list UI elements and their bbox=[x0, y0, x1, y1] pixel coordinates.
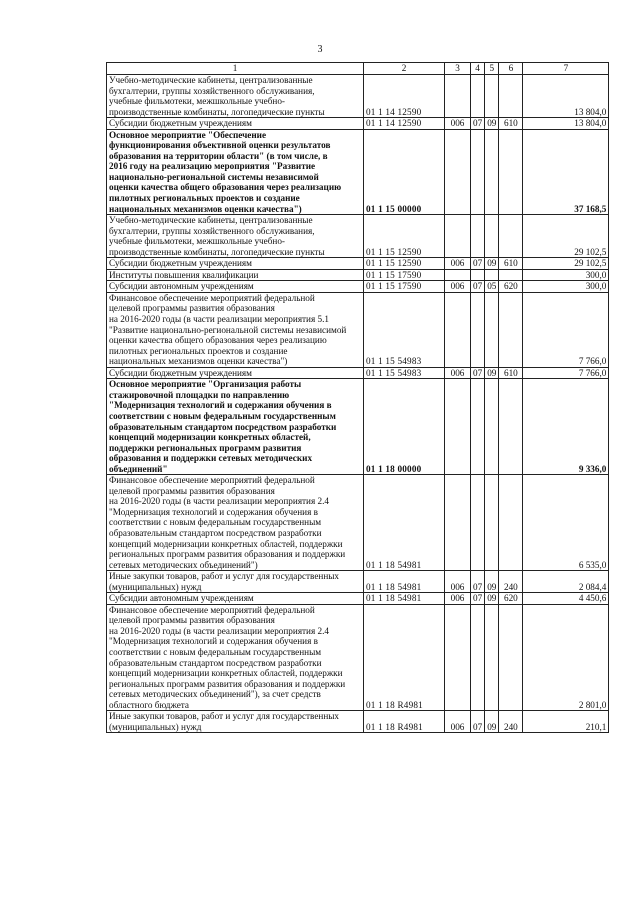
ministry-code bbox=[445, 475, 471, 571]
header-col-3: 3 bbox=[445, 63, 471, 75]
table-row bbox=[107, 258, 609, 270]
table-row bbox=[107, 379, 609, 475]
table-header-row bbox=[107, 63, 609, 75]
row-name: Институты повышения квалификации bbox=[107, 269, 364, 281]
subsection-code bbox=[485, 269, 499, 281]
section-code: 07 bbox=[471, 593, 485, 605]
section-code: 07 bbox=[471, 118, 485, 130]
table-row bbox=[107, 129, 609, 214]
amount-value: 7 766,0 bbox=[523, 367, 609, 379]
row-name: Иные закупки товаров, работ и услуг для государственных (муниципальных) нужд bbox=[107, 571, 364, 593]
row-name: Субсидии бюджетным учреждениям bbox=[107, 118, 364, 130]
subsection-code: 09 bbox=[485, 258, 499, 270]
section-code bbox=[471, 379, 485, 475]
target-article-code: 01 1 15 17590 bbox=[364, 281, 445, 293]
expense-type-code: 610 bbox=[499, 258, 523, 270]
table-row bbox=[107, 215, 609, 258]
expense-type-code: 240 bbox=[499, 571, 523, 593]
subsection-code: 05 bbox=[485, 281, 499, 293]
expense-type-code bbox=[499, 129, 523, 214]
expense-type-code bbox=[499, 292, 523, 367]
subsection-code: 09 bbox=[485, 118, 499, 130]
header-col-5: 5 bbox=[485, 63, 499, 75]
row-name: Финансовое обеспечение мероприятий федеральной целевой программы развития образования на 2016-2020 годы (в части реализации мероприятия 2.4 "Модернизация технологий и содержания обучения в соответствии с новым федеральным государственным образовательным стандартом посредством разработки концепций модернизации конкретных областей, поддержки региональных программ развития образования и поддержки сетевых методических объединений") bbox=[107, 475, 364, 571]
ministry-code: 006 bbox=[445, 593, 471, 605]
header-col-7: 7 bbox=[523, 63, 609, 75]
table-row bbox=[107, 75, 609, 118]
amount-value: 13 804,0 bbox=[523, 118, 609, 130]
section-code: 07 bbox=[471, 367, 485, 379]
amount-value: 9 336,0 bbox=[523, 379, 609, 475]
expense-type-code bbox=[499, 475, 523, 571]
target-article-code: 01 1 18 R4981 bbox=[364, 711, 445, 733]
row-name: Основное мероприятие "Обеспечение функционирования объективной оценки результатов образования на территории области" (в том числе, в 2016 году на реализацию мероприятия "Развитие национально-региональной системы независимой оценки качества общего образования через реализацию пилотных региональных проектов и создание национальных механизмов оценки качества") bbox=[107, 129, 364, 214]
table-row bbox=[107, 475, 609, 571]
row-name: Субсидии автономным учреждениям bbox=[107, 593, 364, 605]
header-col-1: 1 bbox=[107, 63, 364, 75]
expense-type-code: 620 bbox=[499, 281, 523, 293]
table-row bbox=[107, 281, 609, 293]
target-article-code: 01 1 18 00000 bbox=[364, 379, 445, 475]
table-row bbox=[107, 367, 609, 379]
section-code: 07 bbox=[471, 571, 485, 593]
ministry-code: 006 bbox=[445, 571, 471, 593]
subsection-code bbox=[485, 75, 499, 118]
amount-value: 300,0 bbox=[523, 281, 609, 293]
ministry-code: 006 bbox=[445, 711, 471, 733]
header-col-4: 4 bbox=[471, 63, 485, 75]
target-article-code: 01 1 15 17590 bbox=[364, 269, 445, 281]
row-name: Основное мероприятие "Организация работы стажировочной площадки по направлению "Модернизация технологий и содержания обучения в соответствии с новым федеральным государственным образовательным стандартом посредством разработки концепций модернизации конкретных областей, поддержки региональных программ развития образования и поддержки сетевых методических объединений" bbox=[107, 379, 364, 475]
ministry-code bbox=[445, 604, 471, 710]
row-name: Финансовое обеспечение мероприятий федеральной целевой программы развития образования на 2016-2020 годы (в части реализации мероприятия 2.4 "Модернизация технологий и содержания обучения в соответствии с новым федеральным государственным образовательным стандартом посредством разработки концепций модернизации конкретных областей, поддержки региональных программ развития образования и поддержки сетевых методических объединений"), за счет средств областного бюджета bbox=[107, 604, 364, 710]
ministry-code: 006 bbox=[445, 367, 471, 379]
amount-value: 300,0 bbox=[523, 269, 609, 281]
ministry-code bbox=[445, 292, 471, 367]
ministry-code bbox=[445, 129, 471, 214]
expense-type-code bbox=[499, 215, 523, 258]
ministry-code: 006 bbox=[445, 258, 471, 270]
header-col-2: 2 bbox=[364, 63, 445, 75]
row-name: Субсидии бюджетным учреждениям bbox=[107, 367, 364, 379]
subsection-code bbox=[485, 604, 499, 710]
section-code: 07 bbox=[471, 711, 485, 733]
table-row bbox=[107, 571, 609, 593]
table-row bbox=[107, 711, 609, 733]
amount-value: 29 102,5 bbox=[523, 258, 609, 270]
subsection-code bbox=[485, 292, 499, 367]
subsection-code bbox=[485, 475, 499, 571]
amount-value: 4 450,6 bbox=[523, 593, 609, 605]
table-row bbox=[107, 269, 609, 281]
target-article-code: 01 1 15 12590 bbox=[364, 258, 445, 270]
expense-type-code: 240 bbox=[499, 711, 523, 733]
row-name: Субсидии бюджетным учреждениям bbox=[107, 258, 364, 270]
expense-type-code: 620 bbox=[499, 593, 523, 605]
row-name: Учебно-методические кабинеты, централизованные бухгалтерии, группы хозяйственного обслуживания, учебные фильмотеки, межшкольные учебно- производственные комбинаты, логопедические пункты bbox=[107, 75, 364, 118]
section-code: 07 bbox=[471, 281, 485, 293]
table-body bbox=[107, 75, 609, 733]
target-article-code: 01 1 18 54981 bbox=[364, 475, 445, 571]
section-code bbox=[471, 292, 485, 367]
subsection-code bbox=[485, 379, 499, 475]
amount-value: 13 804,0 bbox=[523, 75, 609, 118]
expense-type-code bbox=[499, 269, 523, 281]
expense-type-code bbox=[499, 604, 523, 710]
target-article-code: 01 1 14 12590 bbox=[364, 118, 445, 130]
amount-value: 7 766,0 bbox=[523, 292, 609, 367]
target-article-code: 01 1 18 R4981 bbox=[364, 604, 445, 710]
target-article-code: 01 1 14 12590 bbox=[364, 75, 445, 118]
section-code bbox=[471, 604, 485, 710]
header-col-6: 6 bbox=[499, 63, 523, 75]
section-code bbox=[471, 75, 485, 118]
expense-type-code: 610 bbox=[499, 118, 523, 130]
subsection-code: 09 bbox=[485, 367, 499, 379]
subsection-code bbox=[485, 215, 499, 258]
budget-table bbox=[106, 62, 609, 733]
amount-value: 37 168,5 bbox=[523, 129, 609, 214]
section-code bbox=[471, 269, 485, 281]
expense-type-code: 610 bbox=[499, 367, 523, 379]
row-name: Финансовое обеспечение мероприятий федеральной целевой программы развития образования на 2016-2020 годы (в части реализации мероприятия 5.1 "Развитие национально-региональной системы независимой оценки качества общего образования через реализацию пилотных региональных проектов и создание национальных механизмов оценки качества") bbox=[107, 292, 364, 367]
section-code: 07 bbox=[471, 258, 485, 270]
ministry-code bbox=[445, 379, 471, 475]
amount-value: 29 102,5 bbox=[523, 215, 609, 258]
target-article-code: 01 1 15 12590 bbox=[364, 215, 445, 258]
ministry-code bbox=[445, 215, 471, 258]
amount-value: 6 535,0 bbox=[523, 475, 609, 571]
subsection-code: 09 bbox=[485, 593, 499, 605]
ministry-code bbox=[445, 75, 471, 118]
subsection-code bbox=[485, 129, 499, 214]
row-name: Учебно-методические кабинеты, централизованные бухгалтерии, группы хозяйственного обслуживания, учебные фильмотеки, межшкольные учебно- производственные комбинаты, логопедические пункты bbox=[107, 215, 364, 258]
section-code bbox=[471, 129, 485, 214]
section-code bbox=[471, 215, 485, 258]
ministry-code: 006 bbox=[445, 281, 471, 293]
table-row bbox=[107, 292, 609, 367]
table-row bbox=[107, 604, 609, 710]
table-row bbox=[107, 593, 609, 605]
target-article-code: 01 1 15 00000 bbox=[364, 129, 445, 214]
target-article-code: 01 1 15 54983 bbox=[364, 367, 445, 379]
amount-value: 2 801,0 bbox=[523, 604, 609, 710]
page-number: 3 bbox=[317, 44, 323, 55]
target-article-code: 01 1 18 54981 bbox=[364, 593, 445, 605]
ministry-code bbox=[445, 269, 471, 281]
expense-type-code bbox=[499, 379, 523, 475]
row-name: Субсидии автономным учреждениям bbox=[107, 281, 364, 293]
target-article-code: 01 1 18 54981 bbox=[364, 571, 445, 593]
target-article-code: 01 1 15 54983 bbox=[364, 292, 445, 367]
ministry-code: 006 bbox=[445, 118, 471, 130]
table-row bbox=[107, 118, 609, 130]
row-name: Иные закупки товаров, работ и услуг для государственных (муниципальных) нужд bbox=[107, 711, 364, 733]
subsection-code: 09 bbox=[485, 711, 499, 733]
subsection-code: 09 bbox=[485, 571, 499, 593]
amount-value: 210,1 bbox=[523, 711, 609, 733]
section-code bbox=[471, 475, 485, 571]
expense-type-code bbox=[499, 75, 523, 118]
amount-value: 2 084,4 bbox=[523, 571, 609, 593]
